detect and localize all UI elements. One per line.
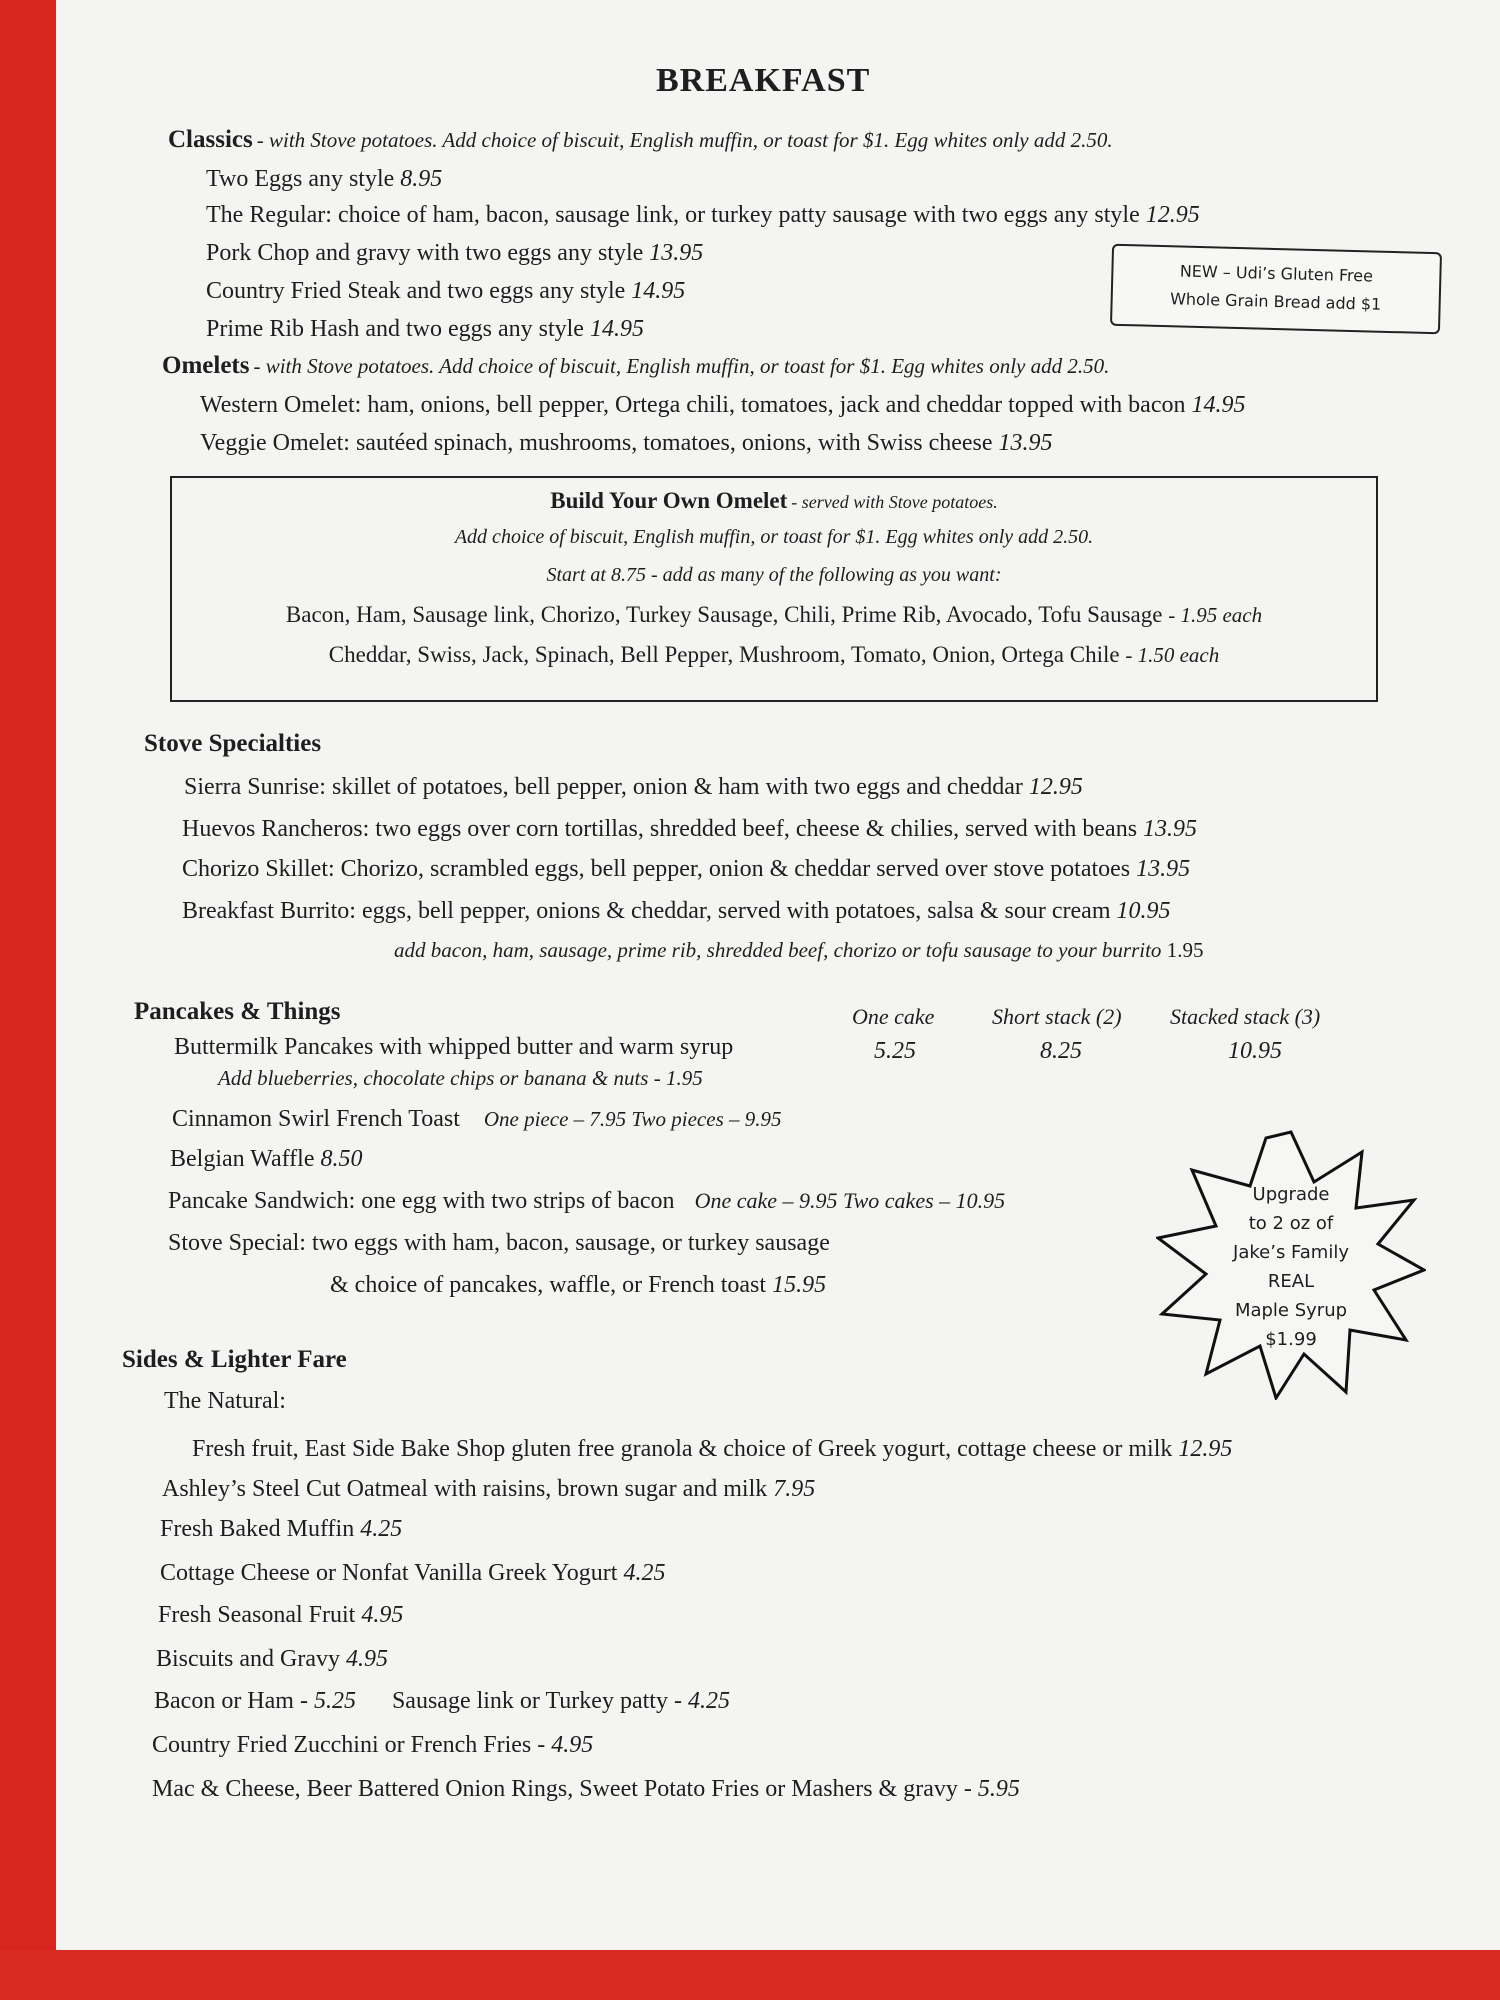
build-omelet-heading: Build Your Own Omelet [550, 488, 788, 513]
menu-item: Pancake Sandwich: one egg with two strips of bacon One cake – 9.95 Two cakes – 10.95 [168, 1188, 1006, 1214]
classics-header [168, 126, 1113, 154]
build-omelet-line: Cheddar, Swiss, Jack, Spinach, Bell Pepper, Mushroom, Tomato, Onion, Ortega Chile - 1.50 each [328, 642, 1220, 667]
menu-item: Country Fried Steak and two eggs any style 14.95 [206, 278, 686, 304]
build-omelet-heading-row [172, 488, 1376, 514]
menu-item: Mac & Cheese, Beer Battered Onion Rings, Sweet Potato Fries or Mashers & gravy - 5.95 [152, 1776, 1020, 1802]
build-omelet-line: Add choice of biscuit, English muffin, or toast for $1. Egg whites only add 2.50. [454, 526, 1094, 548]
menu-item: Western Omelet: ham, onions, bell pepper, Ortega chili, tomatoes, jack and cheddar topped with bacon 14.95 [200, 392, 1246, 418]
gluten-free-notice [1110, 244, 1442, 335]
menu-item: Pork Chop and gravy with two eggs any style 13.95 [206, 240, 704, 266]
burrito-addon: add bacon, ham, sausage, prime rib, shredded beef, chorizo or tofu sausage to your burrito 1.95 [394, 938, 1204, 962]
menu-item: Ashley’s Steel Cut Oatmeal with raisins, brown sugar and milk 7.95 [162, 1476, 816, 1502]
col-head-short-stack: Short stack (2) [992, 1004, 1122, 1029]
build-omelet-note: - served with Stove potatoes. [791, 492, 998, 512]
menu-item: Breakfast Burrito: eggs, bell pepper, onions & cheddar, served with potatoes, salsa & sour cream 10.95 [182, 898, 1171, 924]
notice-line: NEW – Udi’s Gluten Free [1179, 261, 1374, 286]
menu-item: Huevos Rancheros: two eggs over corn tortillas, shredded beef, cheese & chilies, served with beans 13.95 [182, 816, 1198, 842]
promo-line: $1.99 [1265, 1329, 1317, 1350]
omelets-heading: Omelets [162, 352, 250, 379]
price-short-stack: 8.25 [1040, 1038, 1082, 1064]
menu-item: Cottage Cheese or Nonfat Vanilla Greek Yogurt 4.25 [160, 1560, 666, 1586]
build-omelet-line: Bacon, Ham, Sausage link, Chorizo, Turkey Sausage, Chili, Prime Rib, Avocado, Tofu Sausage - 1.95 each [285, 602, 1263, 627]
menu-item: Buttermilk Pancakes with whipped butter and warm syrup [174, 1034, 734, 1060]
menu-item: Country Fried Zucchini or French Fries - 4.95 [152, 1732, 594, 1758]
menu-page [56, 0, 1500, 1950]
promo-line: REAL [1267, 1271, 1315, 1292]
menu-item-continued: & choice of pancakes, waffle, or French toast 15.95 [330, 1272, 827, 1298]
menu-item: Cinnamon Swirl French Toast One piece – 7.95 Two pieces – 9.95 [172, 1106, 782, 1132]
menu-item: The Regular: choice of ham, bacon, sausage link, or turkey patty sausage with two eggs any style 12.95 [206, 202, 1200, 228]
col-head-stacked-stack: Stacked stack (3) [1170, 1004, 1321, 1029]
col-head-one-cake: One cake [852, 1004, 935, 1029]
menu-item: Bacon or Ham - 5.25 Sausage link or Turkey patty - 4.25 [154, 1688, 730, 1714]
menu-item: Biscuits and Gravy 4.95 [156, 1646, 388, 1672]
menu-item: Two Eggs any style 8.95 [206, 166, 443, 192]
menu-item: The Natural: [164, 1388, 286, 1414]
price-stacked-stack: 10.95 [1228, 1038, 1282, 1064]
build-omelet-box [170, 476, 1378, 702]
sides-heading: Sides & Lighter Fare [122, 1346, 347, 1373]
menu-item: Chorizo Skillet: Chorizo, scrambled eggs, bell pepper, onion & cheddar served over stove potatoes 13.95 [182, 856, 1191, 882]
pancakes-heading: Pancakes & Things [134, 998, 341, 1025]
menu-item: Belgian Waffle 8.50 [170, 1146, 363, 1172]
menu-item: Stove Special: two eggs with ham, bacon, sausage, or turkey sausage [168, 1230, 830, 1256]
notice-line: Whole Grain Bread add $1 [1169, 289, 1382, 314]
classics-desc: - with Stove potatoes. Add choice of biscuit, English muffin, or toast for $1. Egg whites only add 2.50. [256, 128, 1113, 152]
promo-line: Jake’s Family [1233, 1242, 1349, 1263]
omelets-header [162, 352, 1109, 380]
menu-item: Fresh Seasonal Fruit 4.95 [158, 1602, 404, 1628]
menu-item-desc: Fresh fruit, East Side Bake Shop gluten free granola & choice of Greek yogurt, cottage cheese or milk 12.95 [192, 1436, 1233, 1462]
page-title: BREAKFAST [656, 62, 871, 99]
menu-item: Sierra Sunrise: skillet of potatoes, bell pepper, onion & ham with two eggs and cheddar 12.95 [184, 774, 1083, 800]
syrup-promo [1156, 1180, 1426, 1354]
build-omelet-line: Start at 8.75 - add as many of the following as you want: [546, 564, 1002, 586]
promo-line: Upgrade [1252, 1184, 1330, 1205]
promo-line: Maple Syrup [1234, 1300, 1348, 1321]
menu-cover-edge [0, 1950, 1500, 2000]
menu-item: Prime Rib Hash and two eggs any style 14.95 [206, 316, 644, 342]
menu-item: Veggie Omelet: sautéed spinach, mushrooms, tomatoes, onions, with Swiss cheese 13.95 [200, 430, 1053, 456]
menu-item: Fresh Baked Muffin 4.25 [160, 1516, 403, 1542]
promo-line: to 2 oz of [1248, 1213, 1334, 1234]
pancake-addon: Add blueberries, chocolate chips or banana & nuts - 1.95 [218, 1066, 703, 1090]
specialties-heading: Stove Specialties [144, 730, 322, 757]
classics-heading: Classics [168, 126, 253, 153]
omelets-desc: - with Stove potatoes. Add choice of biscuit, English muffin, or toast for $1. Egg whites only add 2.50. [253, 354, 1110, 378]
price-one-cake: 5.25 [874, 1038, 916, 1064]
